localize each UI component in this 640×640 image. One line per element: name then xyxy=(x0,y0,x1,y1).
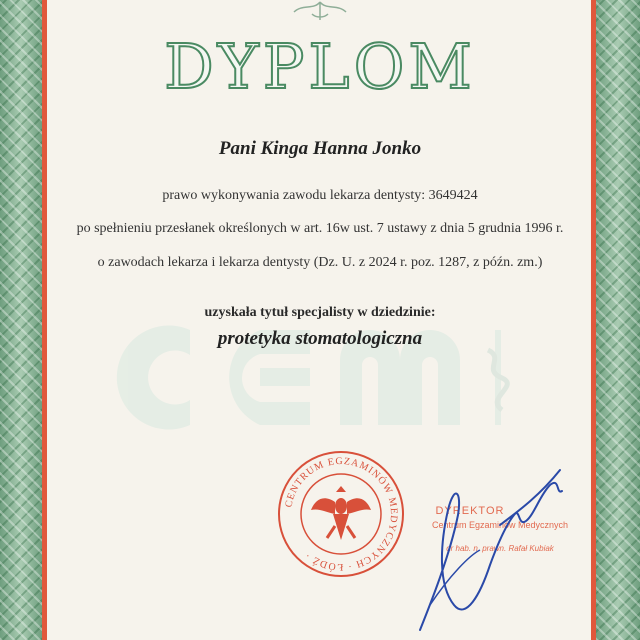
signatory-role: DYREKTOR xyxy=(435,505,505,517)
handwritten-signature-icon xyxy=(410,455,610,635)
svg-text:CENTRUM EGZAMINÓW MEDYCZNYCH ·: CENTRUM EGZAMINÓW MEDYCZNYCH · ŁÓDŹ · xyxy=(283,455,400,573)
signatory-institution: Centrum Egzaminów Medycznych xyxy=(431,520,569,530)
top-ornament-icon xyxy=(288,0,352,22)
signatory-name: dr hab. n. prawn. Rafał Kubiak xyxy=(446,544,554,553)
recipient-name: Pani Kinga Hanna Jonko xyxy=(218,138,422,159)
license-line: prawo wykonywania zawodu lekarza dentysty: 3649424 xyxy=(162,188,478,203)
specialty-name: protetyka stomatologiczna xyxy=(217,328,423,349)
diploma-title: DYPLOM xyxy=(164,30,476,103)
legal-reference-line: o zawodach lekarza i lekarza dentysty (Dz. U. z 2024 r. poz. 1287, z późn. zm.) xyxy=(97,255,543,270)
specialty-intro: uzyskała tytuł specjalisty w dziedzinie: xyxy=(204,305,436,320)
official-seal-icon xyxy=(275,448,407,580)
legal-basis-line: po spełnieniu przesłanek określonych w art. 16w ust. 7 ustawy z dnia 5 grudnia 1996 r. xyxy=(76,221,564,236)
